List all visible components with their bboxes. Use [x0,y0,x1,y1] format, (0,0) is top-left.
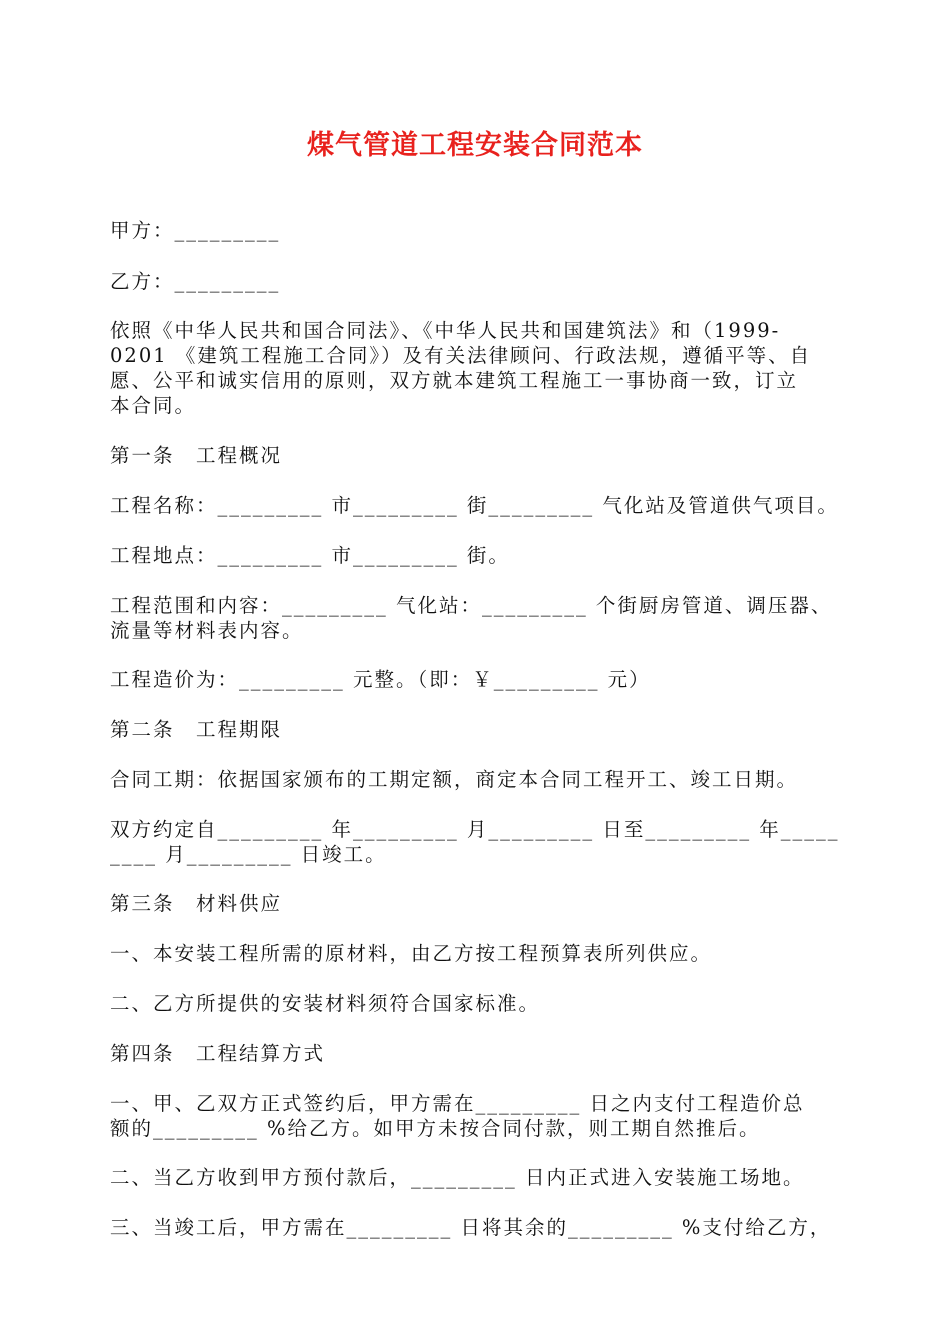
text-line: 0201 《建筑工程施工合同》）及有关法律顾问、行政法规，遵循平等、自 [110,344,812,367]
party-a [110,218,845,243]
text-line: 依照《中华人民共和国合同法》、《中华人民共和国建筑法》和（1999- [110,319,781,342]
text-line: 第二条 工程期限 [110,718,283,741]
text-line: 工程造价为：_________ 元整。（即：￥_________ 元） [110,668,651,691]
text-line: 三、当竣工后，甲方需在_________ 日将其余的_________ %支付给乙方， [110,1216,832,1239]
settlement-clause-2 [110,1165,845,1190]
project-location [110,543,845,568]
text-line: 第一条 工程概况 [110,444,283,467]
text-line: 愿、公平和诚实信用的原则，双方就本建筑工程施工一事协商一致，订立 [110,369,799,392]
text-line: 一、甲、乙双方正式签约后，甲方需在_________ 日之内支付工程造价总 [110,1092,805,1115]
text-line: 双方约定自_________ 年_________ 月_________ 日至_________ 年_____ [110,818,840,841]
material-clause-2 [110,991,845,1016]
agreed-dates [110,817,845,867]
text-line: 工程地点：_________ 市_________ 街。 [110,544,510,567]
article-2-heading [110,717,845,742]
project-scope [110,593,845,643]
settlement-clause-3 [110,1215,845,1240]
preamble-paragraph [110,318,845,418]
party-b [110,269,845,294]
material-clause-1 [110,941,845,966]
project-cost [110,667,845,692]
text-line: 乙方：_________ [110,270,281,293]
document-title: 煤气管道工程安装合同范本 [307,130,643,161]
text-line: 二、当乙方收到甲方预付款后，_________ 日内正式进入安装施工场地。 [110,1166,805,1189]
text-line: 工程名称：_________ 市_________ 街_________ 气化站及管道供气项目。 [110,494,839,517]
text-line: 第三条 材料供应 [110,892,283,915]
settlement-clause-1 [110,1091,845,1141]
text-line: 工程范围和内容：_________ 气化站：_________ 个街厨房管道、调压器、 [110,594,833,617]
text-line: 第四条 工程结算方式 [110,1042,326,1065]
text-line: 二、乙方所提供的安装材料须符合国家标准。 [110,992,541,1015]
text-line: 流量等材料表内容。 [110,619,304,642]
text-line: 合同工期：依据国家颁布的工期定额，商定本合同工程开工、竣工日期。 [110,768,799,791]
text-line: ____ 月_________ 日竣工。 [110,843,387,866]
article-3-heading [110,891,845,916]
article-4-heading [110,1041,845,1066]
contract-period [110,767,845,792]
text-line: 本合同。 [110,394,197,417]
text-line: 甲方：_________ [110,219,281,242]
text-line: 额的_________ %给乙方。如甲方未按合同付款，则工期自然推后。 [110,1117,761,1140]
text-line: 一、本安装工程所需的原材料，由乙方按工程预算表所列供应。 [110,942,713,965]
project-name [110,493,845,518]
article-1-heading [110,443,845,468]
